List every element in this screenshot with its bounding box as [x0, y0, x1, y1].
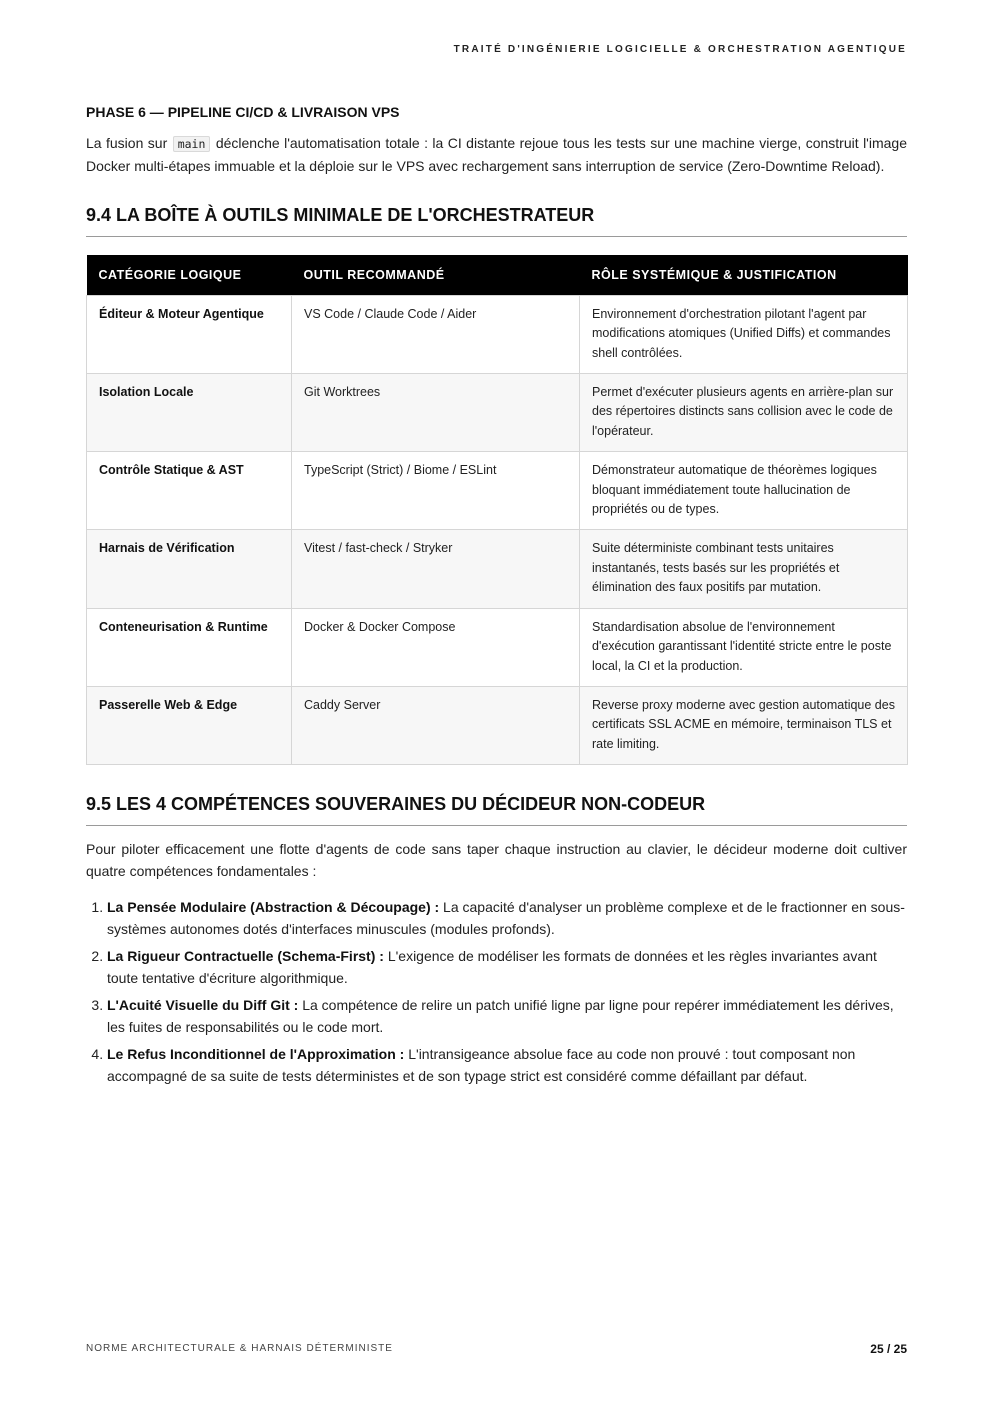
skills-intro: Pour piloter efficacement une flotte d'agents de code sans taper chaque instruction au clavier, le décideur moderne doit cultiver quatre compétences fondamentales :: [86, 841, 907, 880]
role-cell: Démonstrateur automatique de théorèmes logiques bloquant immédiatement toute hallucination de propriétés ou de types.: [580, 452, 908, 530]
tool-cell: VS Code / Claude Code / Aider: [292, 295, 580, 373]
role-cell: Reverse proxy moderne avec gestion automatique des certificats SSL ACME en mémoire, terminaison TLS et rate limiting.: [580, 686, 908, 764]
table-row: [87, 686, 908, 764]
item-label: L'Acuité Visuelle du Diff Git :: [107, 997, 299, 1014]
phase-title: PHASE 6 — PIPELINE CI/CD & LIVRAISON VPS: [86, 104, 400, 120]
table-row: [87, 373, 908, 451]
item-text: L'intransigeance absolue face au code non prouvé : tout composant non accompagné de sa suite de tests déterministes et de son typage strict est considéré comme défaillant par défaut.: [107, 1046, 856, 1085]
phase-text-before: La fusion sur: [86, 135, 172, 151]
tool-cell: Vitest / fast-check / Stryker: [292, 530, 580, 608]
list-item: [107, 945, 907, 989]
item-label: La Pensée Modulaire (Abstraction & Découpage) :: [107, 899, 440, 916]
list-item: [107, 1043, 907, 1087]
phase-text-after: déclenche l'automatisation totale : la CI distante rejoue tous les tests sur une machine vierge, construit l'image Docker multi-étapes immuable et la déploie sur le VPS avec rechargement sans interruption de service (Zero-Downtime Reload).: [86, 135, 907, 174]
item-text: L'exigence de modéliser les formats de données et les règles invariantes avant toute tentative d'écriture algorithmique.: [107, 948, 877, 987]
category-cell: Éditeur & Moteur Agentique: [87, 295, 292, 373]
footer-title: NORME ARCHITECTURALE & HARNAIS DÉTERMINISTE: [86, 1343, 393, 1354]
role-cell: Suite déterministe combinant tests unitaires instantanés, tests basés sur les propriétés et élimination des faux positifs par mutation.: [580, 530, 908, 608]
section-title-tools: 9.4 LA BOÎTE À OUTILS MINIMALE DE L'ORCHESTRATEUR: [86, 205, 907, 237]
category-cell: Conteneurisation & Runtime: [87, 608, 292, 686]
tools-table: [86, 255, 908, 765]
inline-code: main: [173, 136, 211, 152]
column-header: OUTIL RECOMMANDÉ: [292, 255, 580, 295]
category-cell: Contrôle Statique & AST: [87, 452, 292, 530]
role-cell: Environnement d'orchestration pilotant l'agent par modifications atomiques (Unified Diffs) et commandes shell contrôlées.: [580, 295, 908, 373]
item-text: La capacité d'analyser un problème complexe et de le fractionner en sous-systèmes autonomes dotés d'interfaces minuscules (modules profonds).: [107, 899, 905, 938]
table-row: [87, 295, 908, 373]
item-label: Le Refus Inconditionnel de l'Approximation :: [107, 1046, 405, 1063]
table-header-row: [87, 255, 908, 295]
tool-cell: TypeScript (Strict) / Biome / ESLint: [292, 452, 580, 530]
tool-cell: Git Worktrees: [292, 373, 580, 451]
category-cell: Harnais de Vérification: [87, 530, 292, 608]
tool-cell: Docker & Docker Compose: [292, 608, 580, 686]
page-number: 25 / 25: [870, 1342, 907, 1356]
phase-paragraph: [86, 132, 907, 177]
table-row: [87, 452, 908, 530]
category-cell: Isolation Locale: [87, 373, 292, 451]
role-cell: Permet d'exécuter plusieurs agents en arrière-plan sur des répertoires distincts sans collision avec le code de l'opérateur.: [580, 373, 908, 451]
table-row: [87, 530, 908, 608]
category-cell: Passerelle Web & Edge: [87, 686, 292, 764]
column-header: CATÉGORIE LOGIQUE: [87, 255, 292, 295]
tool-cell: Caddy Server: [292, 686, 580, 764]
role-cell: Standardisation absolue de l'environnement d'exécution garantissant l'identité stricte entre le poste local, la CI et la production.: [580, 608, 908, 686]
column-header: RÔLE SYSTÉMIQUE & JUSTIFICATION: [580, 255, 908, 295]
item-text: La compétence de relire un patch unifié ligne par ligne pour repérer immédiatement les dérives, les fuites de responsabilités ou le code mort.: [107, 997, 894, 1036]
list-item: [107, 896, 907, 940]
table-row: [87, 608, 908, 686]
list-item: [107, 994, 907, 1038]
page-content: [86, 104, 907, 1092]
section-title-skills: 9.5 LES 4 COMPÉTENCES SOUVERAINES DU DÉCIDEUR NON-CODEUR: [86, 794, 907, 826]
skills-list: [86, 896, 907, 1087]
running-header: TRAITÉ D'INGÉNIERIE LOGICIELLE & ORCHESTRATION AGENTIQUE: [453, 44, 907, 55]
item-label: La Rigueur Contractuelle (Schema-First) :: [107, 948, 384, 965]
